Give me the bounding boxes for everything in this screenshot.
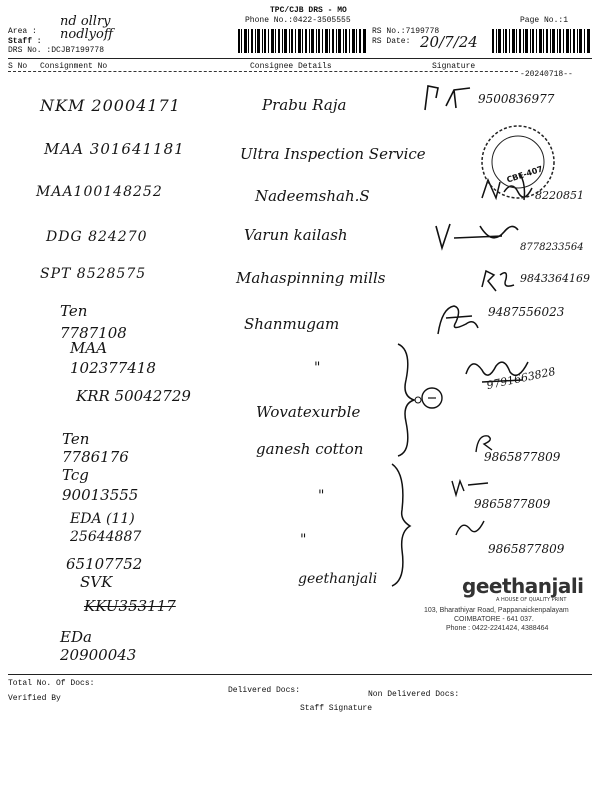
drs-number: DRS No. :DCJB7199778 (8, 46, 105, 55)
consignment-number: MAA 301641181 (44, 140, 185, 158)
consignment-number: 65107752 (66, 555, 143, 573)
phone-number: Phone No.:0422-3505555 (245, 16, 351, 25)
barcode-rs (492, 29, 590, 53)
col-sno: S No (8, 62, 28, 71)
round-stamp-text: CBE-407 (505, 164, 544, 185)
round-stamp-ring (478, 122, 558, 202)
ditto-circle (414, 380, 454, 420)
consignment-number: KRR 50042729 (76, 387, 191, 405)
consignment-number: MAA100148252 (36, 184, 163, 200)
consignee-name: Shanmugam (244, 315, 340, 333)
consignee-name: Prabu Raja (262, 96, 347, 114)
round-stamp (478, 122, 558, 202)
signature-scribble (472, 430, 496, 456)
stamp-brand: geethanjali (462, 574, 584, 598)
signature-phone: 9487556023 (488, 305, 565, 319)
signature-scribble (462, 352, 532, 388)
consignee-name: " (318, 488, 325, 504)
signature-scribble (480, 265, 522, 295)
staff-signature-label: Staff Signature (300, 704, 373, 713)
verified-by-label: Verified By (8, 694, 61, 703)
ditto-brace (388, 460, 418, 590)
consignment-number: NKM 20004171 (40, 96, 181, 115)
signature-scribble (420, 80, 480, 114)
consignee-name: Varun kailash (244, 226, 348, 244)
handwritten-date: 20/7/24 (420, 33, 478, 51)
signature-phone: 9865877809 (484, 450, 561, 464)
handwritten-staff: nodlyoff (60, 27, 114, 42)
signature-scribble (452, 515, 488, 539)
non-delivered-docs-label: Non Delivered Docs: (368, 690, 460, 699)
staff-label: Staff : (8, 37, 42, 46)
consignee-name: " (314, 360, 321, 376)
consignment-number: Tcg 90013555 (62, 466, 139, 504)
consignee-name: Nadeemshah.S (255, 187, 370, 205)
date-stamp-value: 20240718 (524, 70, 564, 79)
stamp-address-1: 103, Bharathiyar Road, Pappanaickenpalayam (424, 607, 569, 614)
col-consignment: Consignment No (40, 62, 108, 71)
consignment-number: Ten 7787108 (60, 302, 127, 342)
handwritten-area: nd ollry (60, 14, 111, 29)
consignment-number: EDa 20900043 (60, 628, 137, 664)
delivered-docs-label: Delivered Docs: (228, 686, 301, 695)
consignee-name: geethanjali (298, 571, 378, 587)
consignee-name: Ultra Inspection Service (240, 145, 426, 163)
consignment-number: EDA (11) 25644887 (70, 511, 142, 545)
rs-number: RS No.:7199778 (372, 27, 440, 36)
signature-phone: 9843364169 (520, 272, 590, 285)
area-label: Area : (8, 27, 37, 36)
date-stamp: -20240718-- (520, 70, 573, 79)
stamp-phone: Phone : 0422-2241424, 4388464 (446, 625, 549, 632)
consignee-name: " (300, 532, 307, 548)
consignment-number: MAA 102377418 (70, 339, 156, 377)
consignee-name: ganesh cotton (256, 440, 364, 458)
company-title: TPC/CJB DRS - MO (270, 6, 347, 15)
rs-date-label: RS Date: (372, 37, 411, 46)
signature-phone: 8778233564 (520, 242, 584, 253)
total-docs-label: Total No. Of Docs: (8, 679, 95, 688)
signature-phone: 9500836977 (478, 92, 555, 106)
consignment-prefix: SVK (80, 573, 113, 591)
signature-phone: 9865877809 (488, 542, 565, 556)
signature-scribble (432, 218, 522, 254)
stamp-tagline: A HOUSE OF QUALITY PRINT (496, 597, 567, 603)
signature-scribble (448, 475, 490, 499)
signature-phone: 9791663828 (485, 364, 557, 393)
signature-scribble (432, 298, 488, 338)
page-number: Page No.:1 (520, 16, 569, 25)
consignment-number: SPT 8528575 (40, 266, 147, 282)
consignment-number: DDG 824270 (46, 229, 148, 245)
stamp-address-2: COIMBATORE - 641 037. (454, 616, 534, 623)
consignment-number: Ten 7786176 (62, 430, 129, 466)
col-signature: Signature (432, 62, 476, 71)
consignment-number-struck: KKU353117 (84, 597, 176, 615)
col-consignee: Consignee Details (250, 62, 332, 71)
signature-phone: 8220851 (535, 189, 584, 202)
signature-phone: 9865877809 (474, 497, 551, 511)
consignee-name: Wovatexurble (256, 403, 361, 421)
barcode-drs (238, 29, 366, 53)
consignee-name: Mahaspinning mills (236, 269, 386, 287)
printer-stamp (424, 574, 594, 632)
